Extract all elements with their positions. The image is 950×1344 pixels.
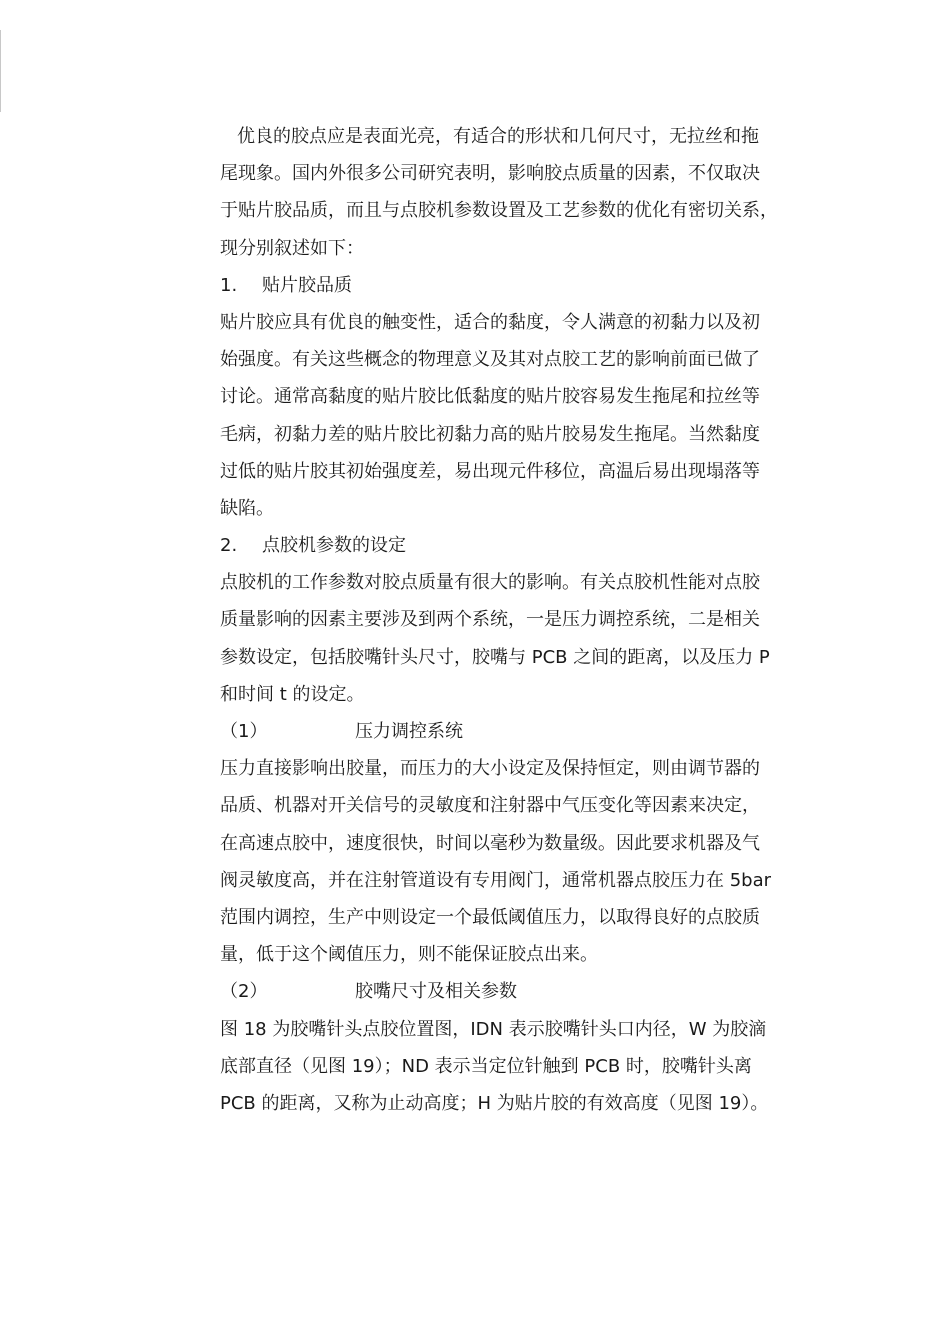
text-line: 参数设定，包括胶嘴针头尺寸，胶嘴与 PCB 之间的距离，以及压力 P [220, 646, 770, 668]
subsection-number: （2） [220, 981, 268, 1003]
text-line: 过低的贴片胶其初始强度差，易出现元件移位，高温后易出现塌落等 [220, 460, 760, 482]
text-line: 压力直接影响出胶量，而压力的大小设定及保持恒定，则由调节器的 [220, 758, 760, 780]
subsection-1-paragraph [220, 750, 810, 973]
text-line: 量，低于这个阈值压力，则不能保证胶点出来。 [220, 944, 598, 966]
text-line: 优良的胶点应是表面光亮，有适合的形状和几何尺寸，无拉丝和拖 [237, 126, 759, 147]
text-line: 缺陷。 [220, 497, 274, 519]
subsection-title: 胶嘴尺寸及相关参数 [355, 981, 517, 1003]
text-line: 现分别叙述如下： [220, 237, 364, 259]
text-line: 阀灵敏度高，并在注射管道设有专用阀门，通常机器点胶压力在 5bar [220, 869, 772, 891]
text-line: 于贴片胶品质，而且与点胶机参数设置及工艺参数的优化有密切关系， [220, 200, 778, 222]
section-heading-2 [220, 527, 810, 564]
text-line: 始强度。有关这些概念的物理意义及其对点胶工艺的影响前面已做了 [220, 349, 760, 371]
text-line: 毛病，初黏力差的贴片胶比初黏力高的贴片胶易发生拖尾。当然黏度 [220, 423, 760, 445]
subsection-title: 压力调控系统 [355, 721, 463, 742]
section-1-paragraph [220, 304, 810, 527]
intro-paragraph [220, 118, 810, 267]
subsection-heading-2 [220, 973, 810, 1010]
section-heading-1 [220, 267, 810, 304]
subsection-number: （1） [220, 721, 268, 742]
text-line: 尾现象。国内外很多公司研究表明，影响胶点质量的因素，不仅取决 [220, 163, 760, 185]
section-title: 贴片胶品质 [262, 274, 352, 296]
section-number: 2. [220, 535, 238, 557]
text-line: 范围内调控，生产中则设定一个最低阈值压力，以取得良好的点胶质 [220, 906, 760, 928]
text-line: 贴片胶应具有优良的触变性，适合的黏度，令人满意的初黏力以及初 [220, 311, 760, 333]
text-line: 点胶机的工作参数对胶点质量有很大的影响。有关点胶机性能对点胶 [220, 572, 760, 594]
text-line: 和时间 t 的设定。 [220, 683, 365, 705]
text-line: 讨论。通常高黏度的贴片胶比低黏度的贴片胶容易发生拖尾和拉丝等 [220, 386, 760, 408]
text-line: 底部直径（见图 19）；ND 表示当定位针触到 PCB 时，胶嘴针头离 [220, 1055, 752, 1077]
subsection-heading-1 [220, 713, 810, 750]
document-body [220, 118, 810, 1122]
text-line: 图 18 为胶嘴针头点胶位置图，IDN 表示胶嘴针头口内径，W 为胶滴 [220, 1018, 767, 1040]
subsection-2-paragraph [220, 1011, 810, 1123]
page-edge-line [0, 30, 1, 112]
section-title: 点胶机参数的设定 [262, 535, 406, 557]
section-2-paragraph [220, 564, 810, 713]
text-line: 在高速点胶中，速度很快，时间以毫秒为数量级。因此要求机器及气 [220, 832, 760, 854]
section-number: 1. [220, 274, 238, 296]
text-line: PCB 的距离，又称为止动高度；H 为贴片胶的有效高度（见图 19）。 [220, 1092, 769, 1114]
text-line: 质量影响的因素主要涉及到两个系统，一是压力调控系统，二是相关 [220, 609, 760, 631]
text-line: 品质、机器对开关信号的灵敏度和注射器中气压变化等因素来决定， [220, 795, 760, 817]
